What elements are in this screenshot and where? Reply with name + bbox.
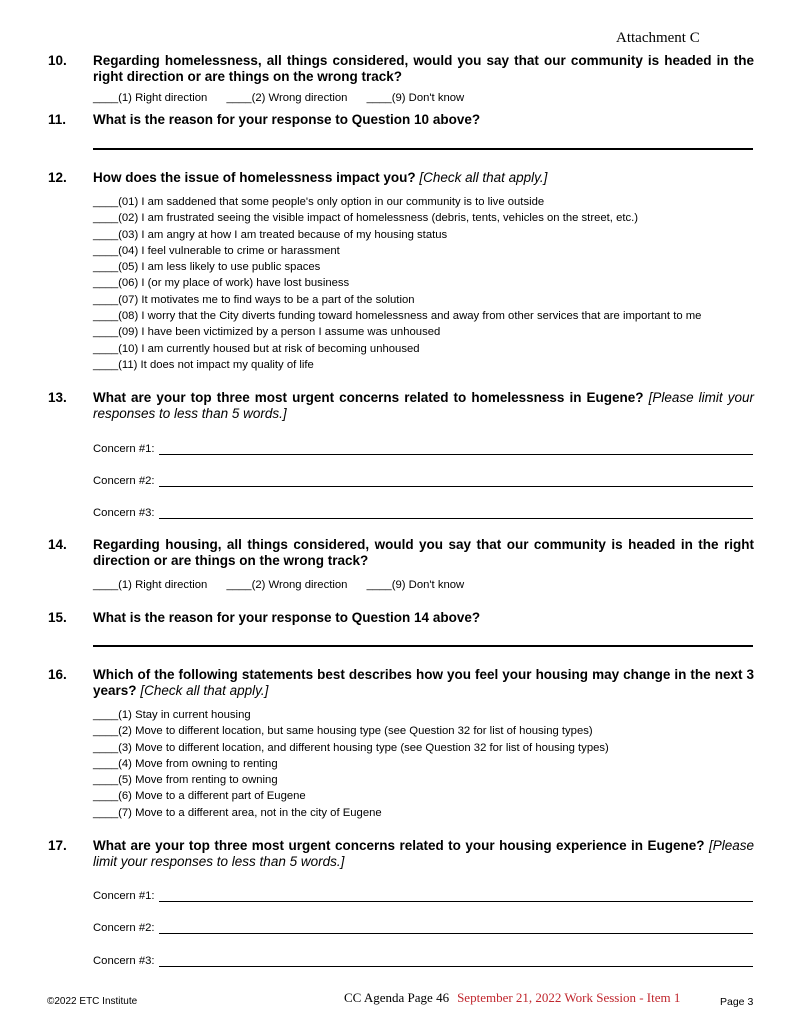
option[interactable]: ____(6) Move to a different part of Eugene [93,790,306,803]
concern-input[interactable] [159,506,753,519]
concern-field[interactable] [93,506,753,519]
option[interactable]: ____(1) Right direction [93,579,208,591]
option[interactable]: ____(2) Wrong direction [226,92,348,104]
question-text: How does the issue of homelessness impact you? [Check all that apply.] [93,170,548,185]
question-14 [48,537,754,593]
question-text: What are your top three most urgent concerns related to homelessness in Eugene? [Please limit your responses to less than 5 words.] [93,390,754,421]
concern-label: Concern #3: [93,507,155,519]
option[interactable]: ____(02) I am frustrated seeing the visible impact of homelessness (debris, tents, vehicles on the street, etc.) [93,212,639,225]
concern-label: Concern #2: [93,922,155,934]
question-note: [Check all that apply.] [419,170,548,185]
option[interactable]: ____(06) I (or my place of work) have lost business [93,277,350,290]
option[interactable]: ____(10) I am currently housed but at risk of becoming unhoused [93,342,420,355]
response-line[interactable] [93,148,753,150]
answer-blank[interactable]: ____ [226,92,252,104]
answer-blank[interactable]: ____ [93,92,119,104]
question-text: What are your top three most urgent concerns related to your housing experience in Eugene? [Please limit your responses to less than 5 words.] [93,838,754,869]
question-note: [Check all that apply.] [140,683,269,698]
concern-field[interactable] [93,442,753,455]
question-17 [48,838,754,870]
concern-label: Concern #1: [93,443,155,455]
option[interactable]: ____(1) Right direction [93,92,208,104]
option[interactable]: ____(9) Don't know [366,92,465,104]
option[interactable]: ____(01) I am saddened that some people's only option in our community is to live outside [93,196,545,208]
concern-label: Concern #3: [93,955,155,967]
options-list [93,194,754,373]
question-number: 16. [48,667,67,682]
concern-input[interactable] [159,442,753,455]
option[interactable]: ____(03) I am angry at how I am treated because of my housing status [93,228,448,241]
concern-field[interactable] [93,474,753,487]
concern-label: Concern #2: [93,475,155,487]
option[interactable]: ____(11) It does not impact my quality of life [93,358,314,371]
question-number: 17. [48,838,67,853]
footer-session: September 21, 2022 Work Session - Item 1 [457,990,681,1005]
question-15 [48,610,754,626]
question-note: [Please limit your responses to less than 5 words.] [93,390,754,421]
question-16 [48,667,754,821]
concern-label: Concern #1: [93,890,155,902]
answer-blank[interactable]: ____ [366,92,392,104]
response-line[interactable] [93,645,753,647]
options-row [93,577,754,593]
option[interactable]: ____(1) Stay in current housing [93,709,251,721]
option[interactable]: ____(3) Move to different location, and different housing type (see Question 32 for list of housing types) [93,741,609,754]
question-11 [48,112,754,128]
option[interactable]: ____(07) It motivates me to find ways to be a part of the solution [93,293,415,306]
option[interactable]: ____(09) I have been victimized by a person I assume was unhoused [93,326,441,339]
question-text: Regarding homelessness, all things considered, would you say that our community is headed in the right direction or are things on the wrong track? [93,53,754,84]
option[interactable]: ____(05) I am less likely to use public spaces [93,261,321,274]
option[interactable]: ____(08) I worry that the City diverts funding toward homelessness and away from other services that are important to me [93,310,702,323]
options-list [93,707,754,821]
question-number: 14. [48,537,67,552]
question-13 [48,390,754,422]
question-10 [48,53,754,106]
question-12 [48,170,754,373]
option[interactable]: ____(04) I feel vulnerable to crime or harassment [93,244,340,257]
question-text: Regarding housing, all things considered, would you say that our community is headed in the right direction or are things on the wrong track? [93,537,754,568]
question-text: What is the reason for your response to Question 10 above? [93,112,481,127]
question-text: What is the reason for your response to Question 14 above? [93,610,481,625]
option[interactable]: ____(2) Move to different location, but same housing type (see Question 32 for list of housing types) [93,725,593,738]
concern-input[interactable] [159,954,753,967]
option[interactable]: ____(9) Don't know [366,579,465,591]
footer-agenda: CC Agenda Page 46 September 21, 2022 Work Session - Item 1 [344,990,681,1005]
option[interactable]: ____(2) Wrong direction [226,579,348,591]
question-number: 12. [48,170,67,185]
concern-field[interactable] [93,954,753,967]
concern-input[interactable] [159,921,753,934]
options-row [93,90,754,106]
attachment-label: Attachment C [616,30,700,46]
footer-page: Page 3 [720,996,754,1008]
question-number: 15. [48,610,67,625]
question-number: 13. [48,390,67,405]
concern-field[interactable] [93,889,753,902]
concern-input[interactable] [159,474,753,487]
question-text: Which of the following statements best describes how you feel your housing may change in the next 3 years? [Check all that apply.] [93,667,754,698]
option[interactable]: ____(4) Move from owning to renting [93,757,278,770]
footer-copyright: ©2022 ETC Institute [47,996,138,1007]
concern-field[interactable] [93,921,753,934]
concern-input[interactable] [159,889,753,902]
question-number: 11. [48,112,67,127]
question-number: 10. [48,53,67,68]
question-note: [Please limit your responses to less than 5 words.] [93,838,754,869]
option[interactable]: ____(5) Move from renting to owning [93,774,278,787]
option[interactable]: ____(7) Move to a different area, not in the city of Eugene [93,806,382,819]
